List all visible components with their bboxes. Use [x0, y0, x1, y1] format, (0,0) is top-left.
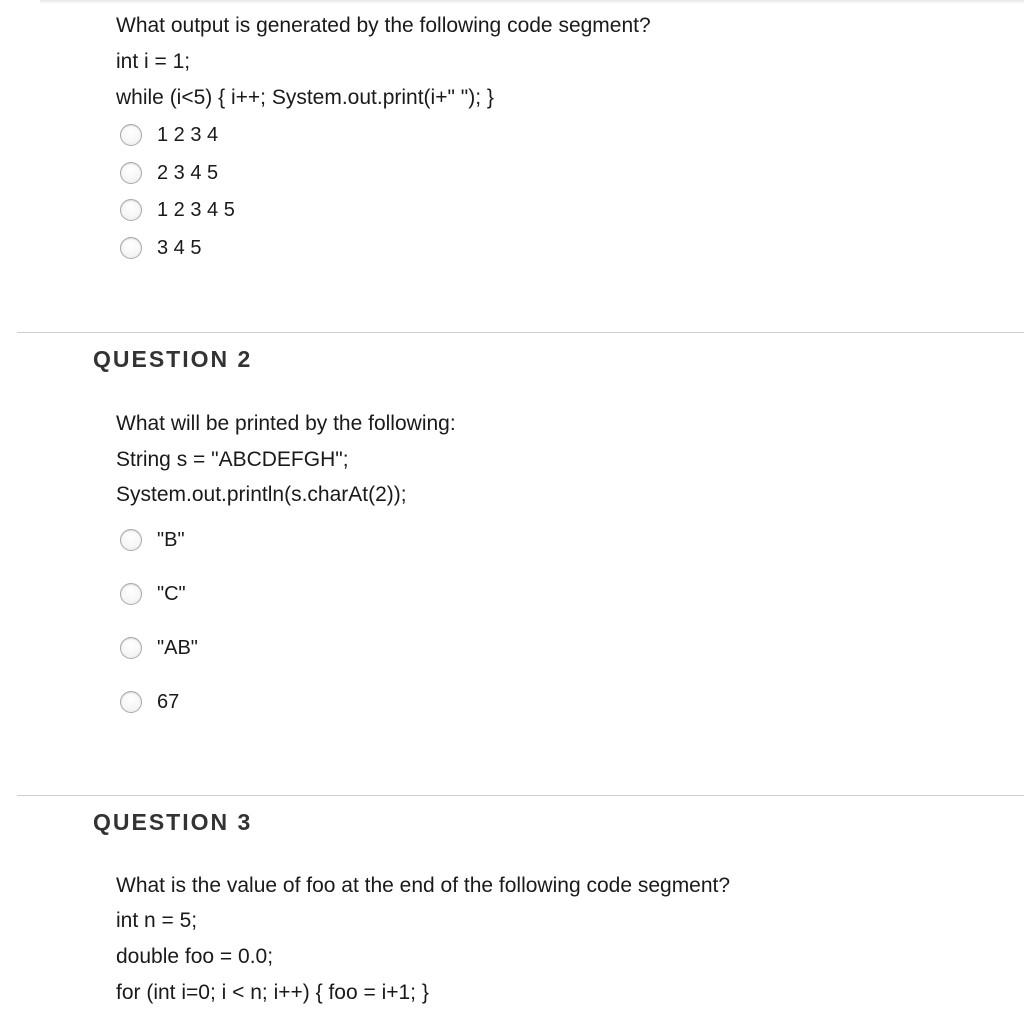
- question-3-heading: QUESTION 3: [93, 809, 253, 835]
- question-2-option-b[interactable]: [120, 580, 186, 608]
- radio-button[interactable]: [120, 162, 142, 184]
- option-label: "C": [157, 583, 186, 605]
- radio-button[interactable]: [120, 199, 142, 221]
- option-label: "B": [157, 529, 185, 551]
- question-2-code-line: System.out.println(s.charAt(2));: [116, 483, 407, 506]
- question-2-option-d[interactable]: [120, 688, 179, 716]
- question-1-option-b[interactable]: [120, 159, 218, 187]
- radio-button[interactable]: [120, 124, 142, 146]
- option-label: 67: [157, 691, 180, 713]
- question-2-code-line: String s = "ABCDEFGH";: [116, 448, 349, 471]
- question-1-code-line: while (i<5) { i++; System.out.print(i+" "); }: [116, 86, 494, 109]
- question-1-option-a[interactable]: [120, 121, 218, 149]
- option-label: 1 2 3 4 5: [157, 199, 235, 221]
- question-2-prompt: What will be printed by the following:: [116, 412, 456, 435]
- question-3-code-line: double foo = 0.0;: [116, 945, 274, 968]
- question-1-option-d[interactable]: [120, 234, 201, 262]
- option-label: 2 3 4 5: [157, 162, 219, 184]
- section-divider: [17, 332, 1024, 333]
- radio-button[interactable]: [120, 637, 142, 659]
- radio-button[interactable]: [120, 237, 142, 259]
- radio-button[interactable]: [120, 583, 142, 605]
- radio-button[interactable]: [120, 529, 142, 551]
- radio-button[interactable]: [120, 691, 142, 713]
- section-divider: [17, 795, 1024, 796]
- question-1-option-c[interactable]: [120, 196, 235, 224]
- question-1-code-line: int i = 1;: [116, 50, 191, 73]
- option-label: 3 4 5: [157, 237, 202, 259]
- question-2-option-a[interactable]: [120, 526, 185, 554]
- question-2-option-c[interactable]: [120, 634, 198, 662]
- top-edge-shadow: [40, 0, 1024, 4]
- option-label: "AB": [157, 637, 198, 659]
- question-1-prompt: What output is generated by the following code segment?: [116, 14, 651, 37]
- option-label: 1 2 3 4: [157, 124, 219, 146]
- question-3-prompt: What is the value of foo at the end of the following code segment?: [116, 874, 731, 897]
- question-2-heading: QUESTION 2: [93, 346, 253, 372]
- question-3-code-line: for (int i=0; i < n; i++) { foo = i+1; }: [116, 981, 429, 1004]
- question-3-code-line: int n = 5;: [116, 909, 198, 932]
